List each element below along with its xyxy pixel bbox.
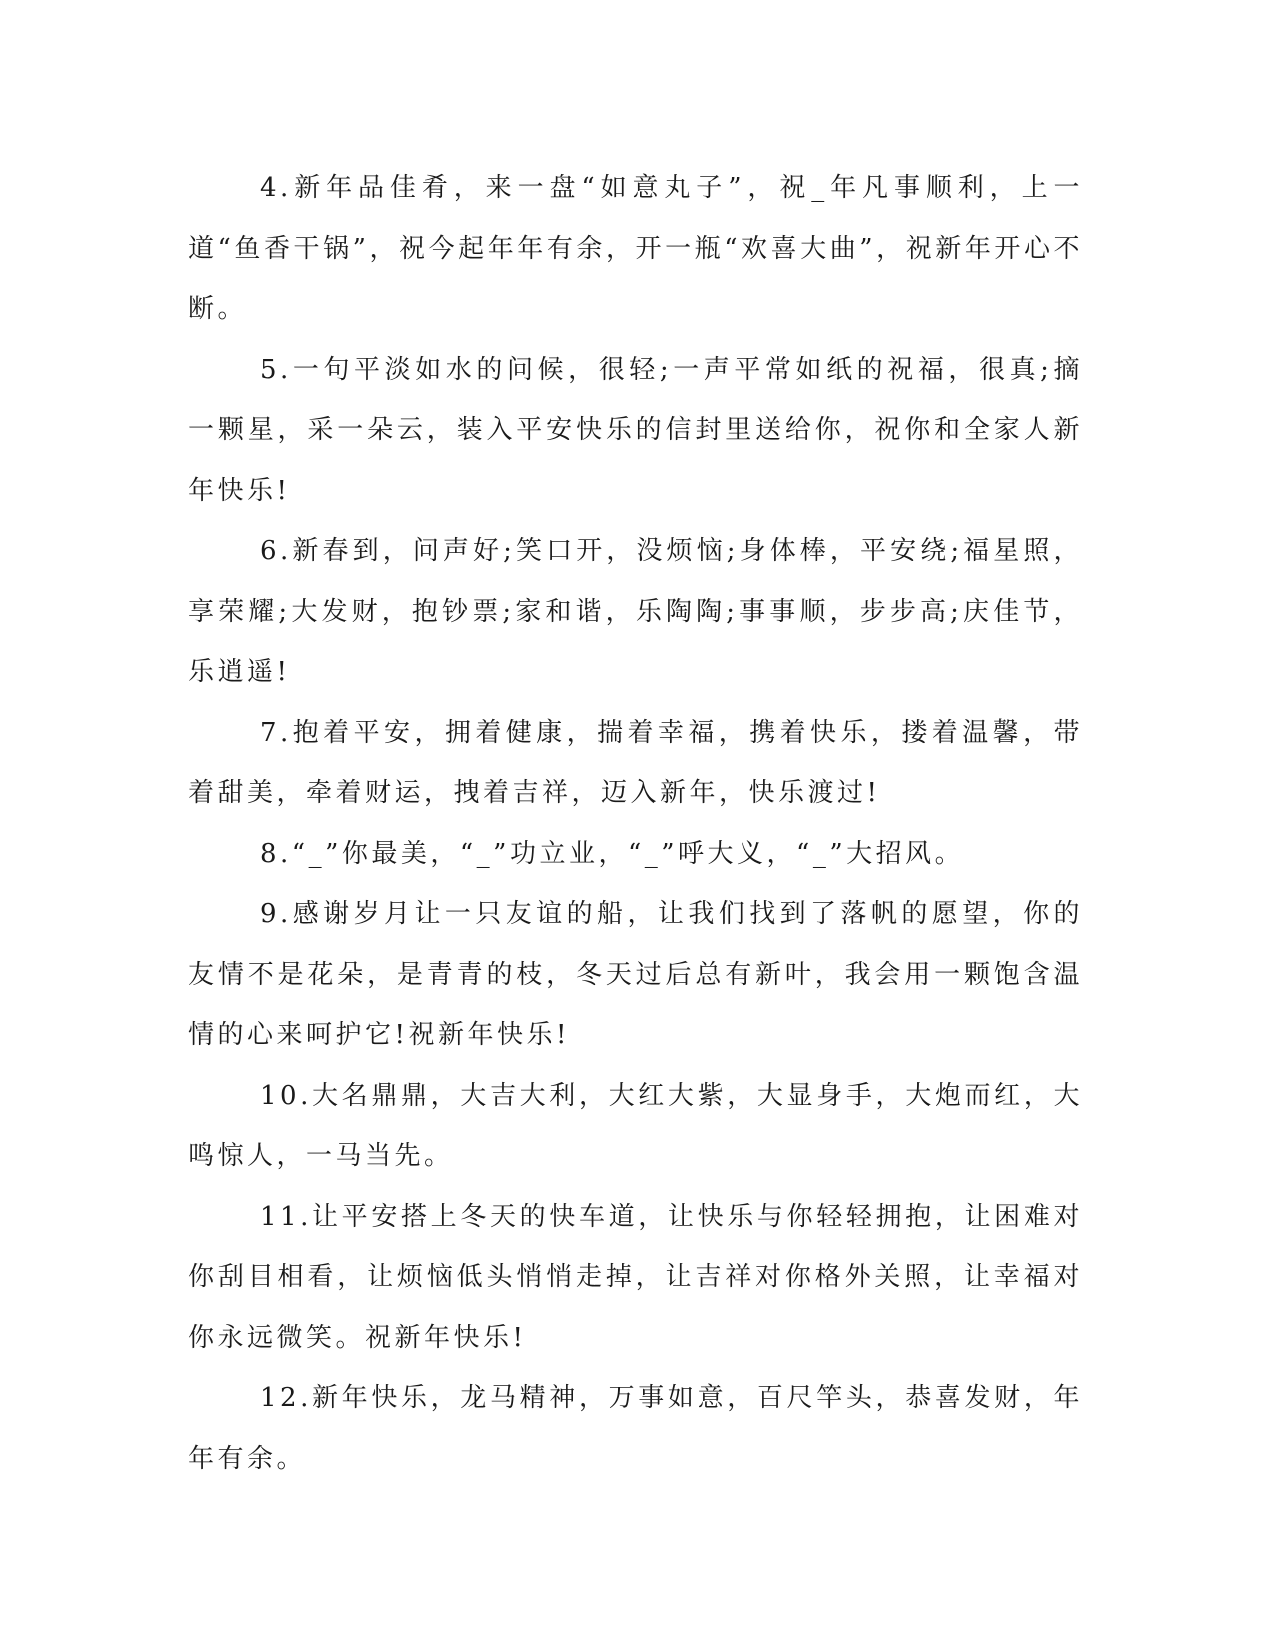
paragraph-4: 4.新年品佳肴，来一盘“如意丸子”，祝_年凡事顺利，上一道“鱼香干锅”，祝今起年年有余，开一瓶“欢喜大曲”，祝新年开心不断。 — [188, 173, 1083, 324]
paragraph-6: 6.新春到，问声好;笑口开，没烦恼;身体棒，平安绕;福星照，享荣耀;大发财，抱钞票;家和谐，乐陶陶;事事顺，步步高;庆佳节，乐逍遥! — [188, 536, 1083, 687]
paragraph-12: 12.新年快乐，龙马精神，万事如意，百尺竿头，恭喜发财，年年有余。 — [188, 1383, 1083, 1474]
paragraph-11: 11.让平安搭上冬天的快车道，让快乐与你轻轻拥抱，让困难对你刮目相看，让烦恼低头悄悄走掉，让吉祥对你格外关照，让幸福对你永远微笑。祝新年快乐! — [188, 1201, 1083, 1353]
paragraph-10: 10.大名鼎鼎，大吉大利，大红大紫，大显身手，大炮而红，大鸣惊人，一马当先。 — [188, 1080, 1083, 1171]
paragraph-7: 7.抱着平安，拥着健康，揣着幸福，携着快乐，搂着温馨，带着甜美，牵着财运，拽着吉祥，迈入新年，快乐渡过! — [188, 717, 1083, 808]
paragraph-9: 9.感谢岁月让一只友谊的船，让我们找到了落帆的愿望，你的友情不是花朵，是青青的枝，冬天过后总有新叶，我会用一颗饱含温情的心来呵护它!祝新年快乐! — [188, 899, 1083, 1050]
paragraph-8: 8.“_”你最美，“_”功立业，“_”呼大义，“_”大招风。 — [260, 838, 965, 869]
document-body — [188, 158, 1083, 1489]
paragraph-5: 5.一句平淡如水的问候，很轻;一声平常如纸的祝福，很真;摘一颗星，采一朵云，装入平安快乐的信封里送给你，祝你和全家人新年快乐! — [188, 354, 1083, 506]
